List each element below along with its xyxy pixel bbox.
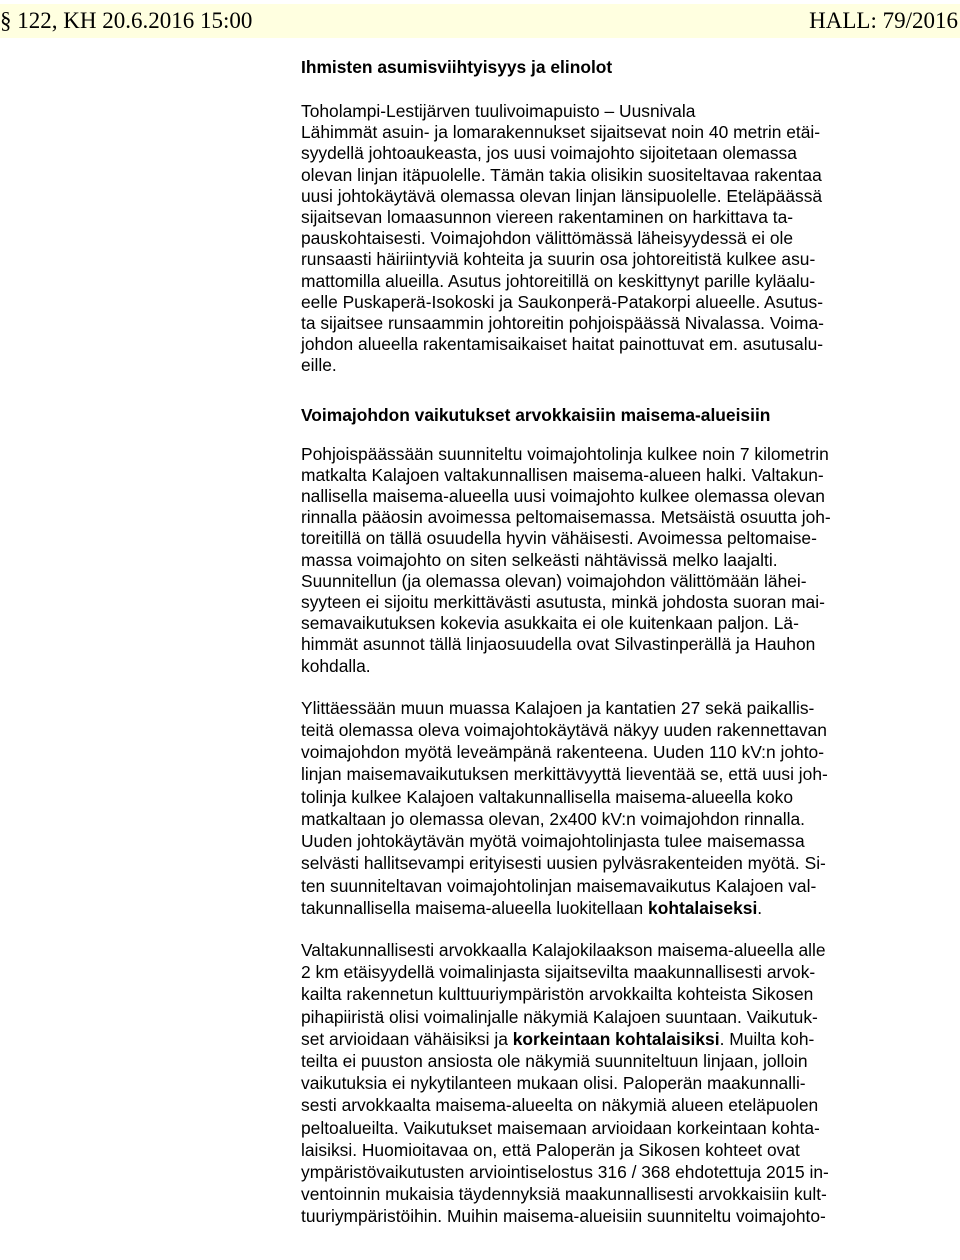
paragraph-line: eille. (301, 355, 337, 376)
paragraph-line: eelle Puskaperä-Isokoski ja Saukonperä-Patakorpi alueelle. Asutus- (301, 291, 824, 312)
paragraph-line: johdon alueella rakentamisaikaiset haitat painottuvat em. asutusalu- (301, 334, 824, 355)
paragraph-landscape-intro (301, 444, 941, 677)
document-body (301, 55, 941, 1228)
paragraph-line: ympäristövaikutusten arviointiselostus 316 / 368 ehdotettuja 2015 in- (301, 1161, 829, 1182)
paragraph-line: pihapiiristä olisi voimalinjalle näkymiä Kalajoen suuntaan. Vaikutuk- (301, 1006, 818, 1027)
paragraph-line: teitä olemassa oleva voimajohtokäytävä näkyy uuden rakennettavan (301, 720, 827, 741)
paragraph-line: uusi johtokäytävä olemassa olevan linjan länsipuolelle. Eteläpäässä (301, 185, 823, 206)
paragraph-line: Valtakunnallisesti arvokkaalla Kalajokilaakson maisema-alueella alle (301, 939, 826, 960)
assessment-term-at-most-moderate: korkeintaan kohtalaisiksi (512, 1028, 720, 1049)
paragraph-line: Suunnitellun (ja olemassa olevan) voimajohdon välittömään lähei- (301, 570, 807, 591)
paragraph-line: kailta rakennetun kulttuuriympäristön arvokkailta kohteista Sikosen (301, 984, 814, 1005)
paragraph-line: peltoalueilta. Vaikutukset maisemaan arvioidaan korkeintaan kohta- (301, 1117, 820, 1138)
header-meeting-ref: § 122, KH 20.6.2016 15:00 (0, 8, 253, 33)
paragraph-line: pauskohtaisesti. Voimajohdon välittömässä läheisyydessä ei ole (301, 228, 794, 249)
paragraph-line: matkalta Kalajoen valtakunnallisen maisema-alueen halki. Valtakun- (301, 464, 824, 485)
paragraph-line: runsaasti häiriintyviä kohteita ja suurin osa johtoreitistä kulkee asu- (301, 249, 816, 270)
paragraph-line: ta sijaitsee runsaammin johtoreitin pohjoispäässä Nivalassa. Voima- (301, 313, 824, 334)
paragraph-line: laisiksi. Huomioitavaa on, että Paloperän ja Sikosen kohteet ovat (301, 1139, 800, 1160)
paragraph-line: syydellä johtoaukeasta, jos uusi voimajohto sijoitetaan olemassa (301, 143, 797, 164)
paragraph-line: voimajohdon myötä leveämpänä rakenteena. Uuden 110 kV:n johto- (301, 742, 825, 763)
paragraph-line: Pohjoispäässään suunniteltu voimajohtolinja kulkee noin 7 kilometrin (301, 443, 829, 464)
paragraph-line: ventoinnin mukaisia täydennyksiä maakunnallisesti arvokkaisiin kult- (301, 1184, 827, 1205)
paragraph-line: nallisella maisema-alueella uusi voimajohto kulkee olemassa olevan (301, 486, 825, 507)
paragraph-line: Uuden johtokäytävän myötä voimajohtolinjasta tulee maisemassa (301, 831, 805, 852)
paragraph-line: ten suunniteltavan voimajohtolinjan maisemavaikutus Kalajoen val- (301, 875, 817, 896)
paragraph-line: matkaltaan jo olemassa olevan, 2x400 kV:n voimajohdon rinnalla. (301, 808, 805, 829)
paragraph-living-conditions (301, 101, 941, 377)
paragraph-line: massa voimajohto on siten selkeästi nähtävissä melko laajalti. (301, 549, 778, 570)
paragraph-line: tolinja kulkee Kalajoen valtakunnallisella maisema-alueella koko (301, 786, 794, 807)
paragraph-line: vaikutuksia ei nykytilanteen mukaan olisi. Paloperän maakunnalli- (301, 1073, 806, 1094)
paragraph-line: himmät asunnot tällä linjaosuudella ovat Silvastinperällä ja Hauhon (301, 634, 816, 655)
paragraph-line: sesti arvokkaalta maisema-alueelta on näkymiä alueen eteläpuolen (301, 1095, 819, 1116)
paragraph-line: tuuriympäristöihin. Muihin maisema-alueisiin suunniteltu voimajohto- (301, 1206, 826, 1227)
section-heading-living-conditions: Ihmisten asumisviihtyisyys ja elinolot (301, 57, 613, 77)
paragraph-line: 2 km etäisyydellä voimalinjasta sijaitsevilta maakunnallisesti arvok- (301, 962, 816, 983)
paragraph-line: set arvioidaan vähäisiksi ja korkeintaan kohtalaisiksi. Muilta koh- (301, 1028, 815, 1049)
section-heading-landscape: Voimajohdon vaikutukset arvokkaisiin maisema-alueisiin (301, 404, 771, 425)
paragraph-line: Lähimmät asuin- ja lomarakennukset sijaitsevat noin 40 metrin etäi- (301, 122, 821, 143)
paragraph-line: semavaikutuksen kokevia asukkaita ei ole kuitenkaan paljon. Lä- (301, 613, 799, 634)
paragraph-line: linjan maisemavaikutuksen merkittävyyttä lieventää se, että uusi joh- (301, 764, 828, 785)
paragraph-line: rinnalla pääosin avoimessa peltomaisemassa. Metsäistä osuutta joh- (301, 507, 831, 528)
paragraph-line: Ylittäessään muun muassa Kalajoen ja kantatien 27 sekä paikallis- (301, 697, 815, 718)
assessment-term-moderate: kohtalaiseksi (648, 897, 758, 918)
paragraph-line: kohdalla. (301, 655, 371, 676)
paragraph-line: selvästi hallitsevampi erityisesti uusien pylväsrakenteiden myötä. Si- (301, 853, 826, 874)
paragraph-landscape-crossings (301, 697, 941, 919)
paragraph-line: olevan linjan itäpuolelle. Tämän takia olisikin suositeltavaa rakentaa (301, 164, 822, 185)
paragraph-line: mattomilla alueilla. Asutus johtoreitillä on keskittynyt parille kyläalu- (301, 270, 816, 291)
paragraph-line: syyteen ei sijoitu merkittävästi asutusta, minkä johdosta suoran mai- (301, 592, 825, 613)
paragraph-cultural-environment (301, 939, 941, 1228)
paragraph-line: toreitillä on tällä osuudella hyvin vähäisesti. Avoimessa peltomaise- (301, 528, 817, 549)
paragraph-line: sijaitsevan lomaasunnon viereen rakentaminen on harkittava ta- (301, 207, 794, 228)
paragraph-line: teilta ei puuston ansiosta ole näkymiä suunniteltuun linjaan, jolloin (301, 1050, 808, 1071)
paragraph-line: takunnallisella maisema-alueella luokitellaan kohtalaiseksi. (301, 897, 763, 918)
paragraph-line: Toholampi-Lestijärven tuulivoimapuisto – Uusnivala (301, 101, 696, 121)
header-case-number: HALL: 79/2016 (809, 8, 958, 33)
